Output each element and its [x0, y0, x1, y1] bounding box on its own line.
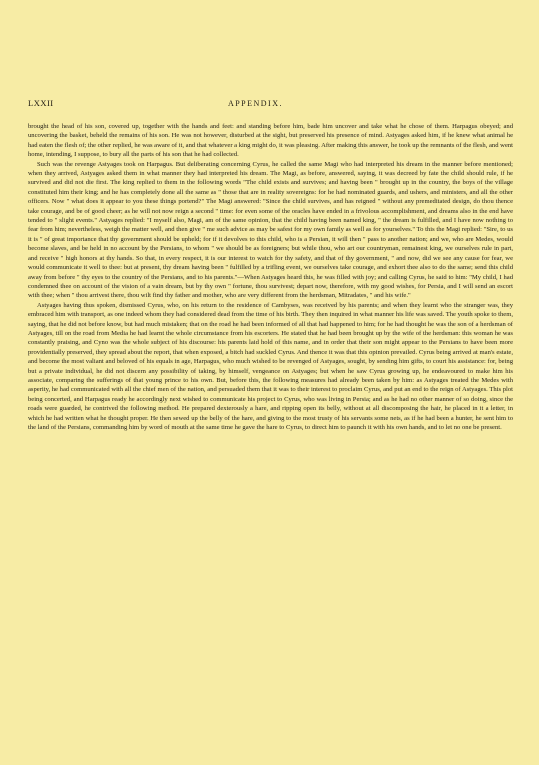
running-title: APPENDIX. — [227, 99, 283, 108]
body-text — [28, 122, 513, 432]
page-number: LXXII — [28, 98, 54, 108]
paragraph: Such was the revenge Astyages took on Harpagus. But deliberating concerning Cyrus, he called the same Magi who had interpreted his dream in the manner before mentioned; when they arrived, Astyages asked them in what manner they had interpreted his dream. The Magi, as before, answered, saying, it was decreed by fate the child should rule, if he survived and did not die first. The king replied to them in the following words "The child exists and survives; and having been " brought up in the country, the boys of the village constituted him their king; and he has completely done all the same as " those that are in reality sovereigns: for he had nominated guards, and ushers, and ministers, and all the other officers. Now " what does it appear to you these things portend?" The Magi answered: "Since the child survives, and has reigned " without any premeditated design, do thou thence take courage, and be of good cheer; as he will not now reign a second " time: for even some of the oracles have ended in a frivolous accomplishment, and dreams also in the end have tended to " slight events." Astyages replied: "I myself also, Magi, am of the same opinion, that the child having been named king, " the dream is fulfilled, and I have now nothing to fear from him; nevertheless, weigh the matter well, and then give " me such advice as may be safest for my own family as well as for yourselves." To this the Magi replied: "Sire, to us it is " of great importance that thy government should be upheld; for if it devolves to this child, who is a Persian, it will then " pass to another nation; and we, who are Medes, would become slaves, and be held in no account by the Persians, to whom " we should be as foreigners; but while thou, who art our countryman, remainest king, we ourselves rule in part, and receive " high honors at thy hands. So that, in every respect, it is our interest to watch for thy safety, and that of thy government, " and now, did we see any cause for fear, we would communicate it well to thee: but at present, thy dream having been " fulfilled by a trifling event, we ourselves take courage, and exhort thee also to do the same; send this child away from before " thy eyes to the country of the Persians, and to his parents."—When Astyages heard this, he was filled with joy; and calling Cyrus, he said to him: "My child, I had condemned thee on account of the vision of a vain dream, but by thy own " fortune, thou survivest; depart now, therefore, with my good wishes, for Persia, and I will send an escort with thee; when " thou arrivest there, thou wilt find thy father and mother, who are very different from the herdsman, Mitradates, " and his wife." — [28, 160, 513, 300]
paragraph: Astyages having thus spoken, dismissed Cyrus, who, on his return to the residence of Cambyses, was received by his parents; and when they learnt who the stranger was, they embraced him with transport, as one indeed whom they had considered dead from the time of his birth. They then inquired in what manner his life was saved. The youth spoke to them, saying, that he did not before know, but had much mistaken; that on the road he had been informed of all that had happened to him; for he had thought he was the son of a herdsman of Astyages, till on the road from Media he had learnt the whole circumstance from his escorters. He stated that he had been brought up by the wife of the herdsman: this woman he was constantly praising, and Cyno was the whole subject of his discourse: his parents laid hold of this name, and in order that their son might appear to the Persians to have been more providentially preserved, they spread about the report, that when exposed, a bitch had suckled Cyrus. And thence it was that this opinion prevailed. Cyrus being arrived at man's estate, and become the most valiant and beloved of his equals in age, Harpagus, who much wished to be revenged of Astyages, sought, by sending him gifts, to court his assistance: for, being but a private individual, he did not discern any possibility of taking, by himself, vengeance on Astyages; but when he saw Cyrus growing up, he endeavoured to make him his associate, comparing the sufferings of that young prince to his own. But, before this, the following measures had already been taken by him: as Astyages treated the Medes with asperity, he had communicated with all the chief men of the nation, and persuaded them that it was to their interest to proclaim Cyrus, and put an end to the reign of Astyages. This plot being concerted, and Harpagus ready he accordingly next wished to communicate his project to Cyrus, who was living in Persia; and as he had no other manner of so doing, since the roads were guarded, he contrived the following method. He prepared dexterously a hare, and ripping open its belly, without at all discomposing the hair, he placed in it a letter, in which he had written what he thought proper. He then sewed up the belly of the hare, and giving to the most trusty of his servants some nets, as if he had been a hunter, he sent him to the land of the Persians, commanding him by word of mouth at the same time he gave the hare to Cyrus, to direct him to paunch it with his own hands, and to let no one be present. — [28, 301, 513, 431]
running-header — [28, 98, 513, 108]
paragraph: brought the head of his son, covered up, together with the hands and feet: and standing before him, bade him uncover and take what he chose of them. Harpagus obeyed; and uncovering the basket, beheld the remains of his son. He was not however, disturbed at the sight, but preserved his presence of mind. Astyages asked him, if he knew what animal he had eaten the flesh of; the other replied, he was aware of it, and that whatever a king might do, it was pleasing. After making this answer, he took up the remnants of the flesh, and went home, intending, I suppose, to bury all the parts of his son that he had collected. — [28, 123, 513, 159]
